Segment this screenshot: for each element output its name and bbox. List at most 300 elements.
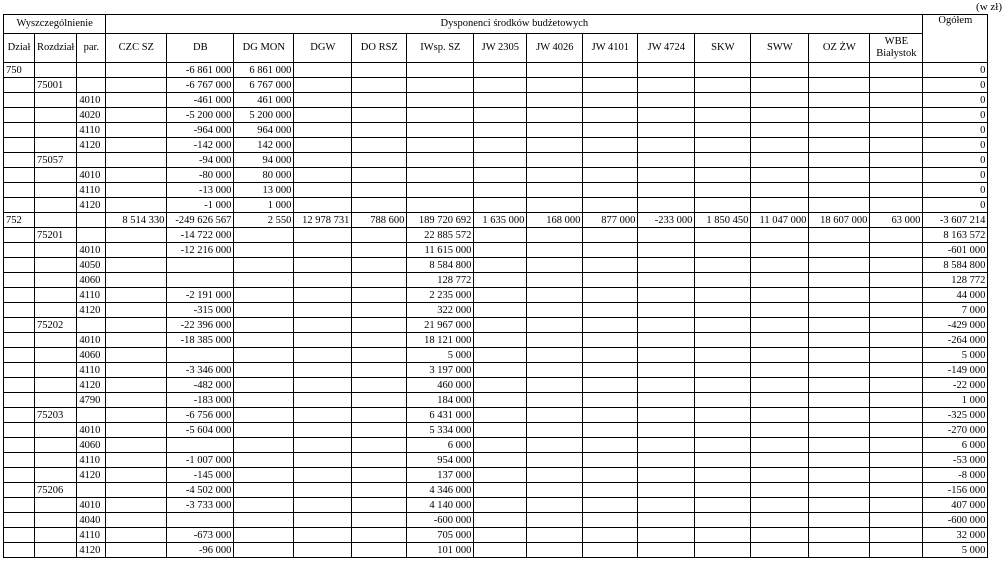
table-cell: 4110 [77, 288, 106, 303]
table-cell [167, 348, 234, 363]
table-cell [809, 303, 870, 318]
table-cell [527, 363, 583, 378]
table-cell: 4110 [77, 183, 106, 198]
table-cell [695, 138, 751, 153]
table-cell [809, 423, 870, 438]
table-cell [695, 408, 751, 423]
table-cell: 4110 [77, 363, 106, 378]
table-cell [106, 348, 167, 363]
table-cell [583, 198, 638, 213]
table-row [4, 438, 988, 453]
table-cell [352, 123, 407, 138]
table-cell [809, 168, 870, 183]
table-cell: 32 000 [923, 528, 988, 543]
table-cell [35, 288, 77, 303]
table-cell [527, 243, 583, 258]
table-cell [870, 438, 923, 453]
table-cell [751, 393, 809, 408]
table-cell [638, 408, 695, 423]
table-row [4, 288, 988, 303]
table-cell [527, 273, 583, 288]
table-cell: -601 000 [923, 243, 988, 258]
table-cell [751, 543, 809, 558]
table-cell: 0 [923, 108, 988, 123]
table-cell [352, 468, 407, 483]
table-cell [106, 483, 167, 498]
table-row [4, 498, 988, 513]
table-cell [474, 228, 527, 243]
table-cell [35, 363, 77, 378]
table-cell [527, 468, 583, 483]
table-cell [527, 138, 583, 153]
table-row [4, 168, 988, 183]
table-cell: 21 967 000 [407, 318, 474, 333]
table-cell: 954 000 [407, 453, 474, 468]
table-cell [527, 63, 583, 78]
table-cell [809, 183, 870, 198]
table-row [4, 228, 988, 243]
table-cell: 2 550 [234, 213, 294, 228]
header-par: par. [77, 34, 106, 63]
table-cell [474, 288, 527, 303]
table-cell: 4010 [77, 243, 106, 258]
table-cell [106, 363, 167, 378]
table-cell [4, 258, 35, 273]
table-cell [407, 168, 474, 183]
table-cell [4, 93, 35, 108]
table-cell [527, 318, 583, 333]
table-cell: -600 000 [407, 513, 474, 528]
table-cell [583, 528, 638, 543]
table-cell [106, 468, 167, 483]
table-cell [527, 543, 583, 558]
table-cell [4, 378, 35, 393]
table-cell: 750 [4, 63, 35, 78]
table-cell: 0 [923, 153, 988, 168]
table-cell [474, 363, 527, 378]
table-cell [474, 93, 527, 108]
table-cell [583, 63, 638, 78]
table-cell [638, 513, 695, 528]
table-cell [35, 453, 77, 468]
table-cell [35, 123, 77, 138]
table-cell [4, 303, 35, 318]
table-cell [234, 423, 294, 438]
table-cell [294, 93, 352, 108]
table-cell: -183 000 [167, 393, 234, 408]
table-cell [4, 543, 35, 558]
table-row [4, 303, 988, 318]
table-cell: 4020 [77, 108, 106, 123]
table-cell [474, 453, 527, 468]
table-cell: 4 346 000 [407, 483, 474, 498]
table-cell [870, 543, 923, 558]
table-cell [474, 183, 527, 198]
table-cell [870, 528, 923, 543]
table-cell [4, 453, 35, 468]
table-cell [527, 123, 583, 138]
table-cell [638, 168, 695, 183]
table-cell: -14 722 000 [167, 228, 234, 243]
table-cell [106, 543, 167, 558]
table-cell: -5 604 000 [167, 423, 234, 438]
table-cell [809, 483, 870, 498]
table-cell [35, 468, 77, 483]
table-cell: -3 733 000 [167, 498, 234, 513]
table-row [4, 153, 988, 168]
table-cell [638, 528, 695, 543]
table-cell [234, 528, 294, 543]
table-cell [751, 288, 809, 303]
table-cell [870, 453, 923, 468]
table-row [4, 348, 988, 363]
table-cell [4, 393, 35, 408]
table-cell: 4120 [77, 138, 106, 153]
table-cell: 75001 [35, 78, 77, 93]
column-header: JW 4026 [527, 34, 583, 63]
table-cell [751, 63, 809, 78]
table-cell: 75206 [35, 483, 77, 498]
table-cell [527, 258, 583, 273]
table-cell [583, 288, 638, 303]
table-cell [638, 318, 695, 333]
table-cell [751, 273, 809, 288]
table-cell [527, 303, 583, 318]
table-cell [167, 513, 234, 528]
table-cell [695, 108, 751, 123]
table-cell [638, 258, 695, 273]
table-cell [167, 258, 234, 273]
table-row [4, 528, 988, 543]
table-cell [294, 483, 352, 498]
table-row [4, 138, 988, 153]
table-row [4, 318, 988, 333]
table-row [4, 93, 988, 108]
table-cell [695, 78, 751, 93]
table-cell [234, 453, 294, 468]
table-cell [352, 348, 407, 363]
table-cell [234, 498, 294, 513]
table-cell [352, 378, 407, 393]
table-cell [4, 288, 35, 303]
table-cell [583, 333, 638, 348]
table-cell [809, 513, 870, 528]
column-header: DGW [294, 34, 352, 63]
table-cell [474, 348, 527, 363]
table-cell [167, 438, 234, 453]
table-cell [106, 168, 167, 183]
table-cell [474, 138, 527, 153]
table-cell [638, 303, 695, 318]
table-cell [35, 168, 77, 183]
table-cell [751, 138, 809, 153]
table-cell [294, 408, 352, 423]
table-cell: 6 861 000 [234, 63, 294, 78]
table-cell: -18 385 000 [167, 333, 234, 348]
table-cell [527, 408, 583, 423]
table-cell [809, 363, 870, 378]
table-cell [870, 153, 923, 168]
table-cell [106, 333, 167, 348]
table-cell: -3 607 214 [923, 213, 988, 228]
table-cell [35, 378, 77, 393]
table-cell: 877 000 [583, 213, 638, 228]
table-cell: 1 000 [923, 393, 988, 408]
table-cell [474, 168, 527, 183]
table-cell: 75203 [35, 408, 77, 423]
table-cell [583, 273, 638, 288]
table-cell: -270 000 [923, 423, 988, 438]
table-cell [4, 198, 35, 213]
table-cell [234, 513, 294, 528]
table-cell [294, 153, 352, 168]
table-cell [751, 228, 809, 243]
table-cell [77, 153, 106, 168]
table-cell: 18 121 000 [407, 333, 474, 348]
table-cell [106, 513, 167, 528]
table-cell [583, 258, 638, 273]
table-cell: -149 000 [923, 363, 988, 378]
table-cell [638, 453, 695, 468]
table-cell: 4060 [77, 348, 106, 363]
table-cell [4, 168, 35, 183]
table-cell: 788 600 [352, 213, 407, 228]
table-cell: -6 767 000 [167, 78, 234, 93]
table-cell [294, 543, 352, 558]
table-cell [352, 408, 407, 423]
table-cell [106, 153, 167, 168]
table-cell [809, 333, 870, 348]
table-cell [4, 363, 35, 378]
table-cell [527, 198, 583, 213]
table-cell [695, 258, 751, 273]
table-cell: -22 000 [923, 378, 988, 393]
table-cell [695, 93, 751, 108]
table-cell [294, 243, 352, 258]
table-cell [809, 498, 870, 513]
table-cell [583, 423, 638, 438]
table-cell [583, 453, 638, 468]
table-cell [870, 258, 923, 273]
table-cell [167, 273, 234, 288]
table-cell [474, 303, 527, 318]
table-cell [870, 243, 923, 258]
table-cell [352, 288, 407, 303]
table-cell: 6 000 [923, 438, 988, 453]
table-cell: 4010 [77, 498, 106, 513]
table-cell [695, 513, 751, 528]
table-cell: 4010 [77, 423, 106, 438]
table-cell [583, 378, 638, 393]
table-cell [474, 258, 527, 273]
table-cell [106, 408, 167, 423]
table-cell: 5 000 [923, 543, 988, 558]
table-cell [870, 393, 923, 408]
table-cell: -2 191 000 [167, 288, 234, 303]
table-cell [870, 183, 923, 198]
table-cell [352, 303, 407, 318]
table-cell [638, 78, 695, 93]
table-cell: 2 235 000 [407, 288, 474, 303]
table-cell: 4010 [77, 333, 106, 348]
table-cell [809, 378, 870, 393]
table-cell [583, 108, 638, 123]
table-cell: -12 216 000 [167, 243, 234, 258]
table-cell [352, 453, 407, 468]
table-cell [583, 513, 638, 528]
table-cell [695, 153, 751, 168]
table-cell [35, 183, 77, 198]
table-cell: 7 000 [923, 303, 988, 318]
table-cell [474, 108, 527, 123]
table-cell [638, 288, 695, 303]
table-cell [294, 513, 352, 528]
table-cell [695, 333, 751, 348]
table-row [4, 513, 988, 528]
table-cell [474, 273, 527, 288]
table-cell: -8 000 [923, 468, 988, 483]
table-cell [4, 333, 35, 348]
table-cell [583, 438, 638, 453]
table-cell [751, 468, 809, 483]
table-cell [35, 528, 77, 543]
table-cell [474, 468, 527, 483]
table-row [4, 258, 988, 273]
column-header: OZ ŻW [809, 34, 870, 63]
table-cell [4, 138, 35, 153]
table-cell [352, 498, 407, 513]
table-cell [751, 333, 809, 348]
table-cell: -461 000 [167, 93, 234, 108]
table-cell: 6 000 [407, 438, 474, 453]
table-cell: 4040 [77, 513, 106, 528]
table-cell [352, 138, 407, 153]
table-cell [583, 138, 638, 153]
table-cell [106, 273, 167, 288]
table-cell [695, 228, 751, 243]
table-cell [352, 198, 407, 213]
table-cell [809, 123, 870, 138]
table-cell [527, 438, 583, 453]
table-cell [294, 288, 352, 303]
table-cell: 142 000 [234, 138, 294, 153]
table-cell [294, 273, 352, 288]
table-cell: 964 000 [234, 123, 294, 138]
table-cell [870, 93, 923, 108]
table-cell [352, 423, 407, 438]
table-cell [751, 93, 809, 108]
table-cell [583, 123, 638, 138]
table-cell: 8 514 330 [106, 213, 167, 228]
table-cell [527, 513, 583, 528]
table-cell [294, 123, 352, 138]
table-cell [4, 528, 35, 543]
table-cell [4, 78, 35, 93]
table-cell [4, 498, 35, 513]
table-cell [352, 318, 407, 333]
table-cell [407, 93, 474, 108]
table-cell: 0 [923, 93, 988, 108]
table-cell [234, 288, 294, 303]
table-cell: 4010 [77, 93, 106, 108]
table-cell [4, 273, 35, 288]
table-cell: 5 000 [407, 348, 474, 363]
table-cell [106, 303, 167, 318]
table-cell [407, 153, 474, 168]
table-cell: 22 885 572 [407, 228, 474, 243]
table-cell: 6 431 000 [407, 408, 474, 423]
table-cell [474, 78, 527, 93]
table-cell [870, 513, 923, 528]
table-cell: -6 756 000 [167, 408, 234, 423]
table-cell [527, 78, 583, 93]
table-cell [106, 123, 167, 138]
column-header: WBE Białystok [870, 34, 923, 63]
table-cell [294, 198, 352, 213]
table-cell [106, 63, 167, 78]
table-cell [695, 243, 751, 258]
table-cell: -1 000 [167, 198, 234, 213]
table-cell: -13 000 [167, 183, 234, 198]
table-cell [751, 303, 809, 318]
table-cell [809, 408, 870, 423]
table-cell: 0 [923, 183, 988, 198]
table-cell [77, 213, 106, 228]
table-cell [809, 393, 870, 408]
column-header: DB [167, 34, 234, 63]
column-header: CZC SZ [106, 34, 167, 63]
table-cell [294, 528, 352, 543]
table-row [4, 243, 988, 258]
table-cell [695, 423, 751, 438]
table-cell [474, 123, 527, 138]
table-cell [638, 63, 695, 78]
header-dysponenci: Dysponenci środków budżetowych [106, 15, 923, 34]
header-wyszczegolnienie: Wyszczególnienie [4, 15, 106, 34]
table-cell [809, 438, 870, 453]
table-cell [527, 168, 583, 183]
table-row [4, 378, 988, 393]
table-cell [4, 108, 35, 123]
table-cell: 705 000 [407, 528, 474, 543]
table-cell [35, 543, 77, 558]
table-cell: -6 861 000 [167, 63, 234, 78]
table-cell: -96 000 [167, 543, 234, 558]
table-cell [695, 378, 751, 393]
table-cell: 4060 [77, 273, 106, 288]
table-cell [583, 93, 638, 108]
table-cell [809, 288, 870, 303]
table-cell [751, 423, 809, 438]
table-row [4, 453, 988, 468]
table-row [4, 408, 988, 423]
table-cell [4, 183, 35, 198]
table-cell [583, 318, 638, 333]
table-cell: 752 [4, 213, 35, 228]
table-row [4, 273, 988, 288]
table-cell [695, 183, 751, 198]
table-cell [638, 363, 695, 378]
table-cell: 168 000 [527, 213, 583, 228]
table-cell: 18 607 000 [809, 213, 870, 228]
table-cell [352, 108, 407, 123]
table-cell [474, 63, 527, 78]
table-cell [294, 63, 352, 78]
table-cell [583, 303, 638, 318]
table-cell [751, 78, 809, 93]
table-cell [352, 153, 407, 168]
table-cell [234, 258, 294, 273]
